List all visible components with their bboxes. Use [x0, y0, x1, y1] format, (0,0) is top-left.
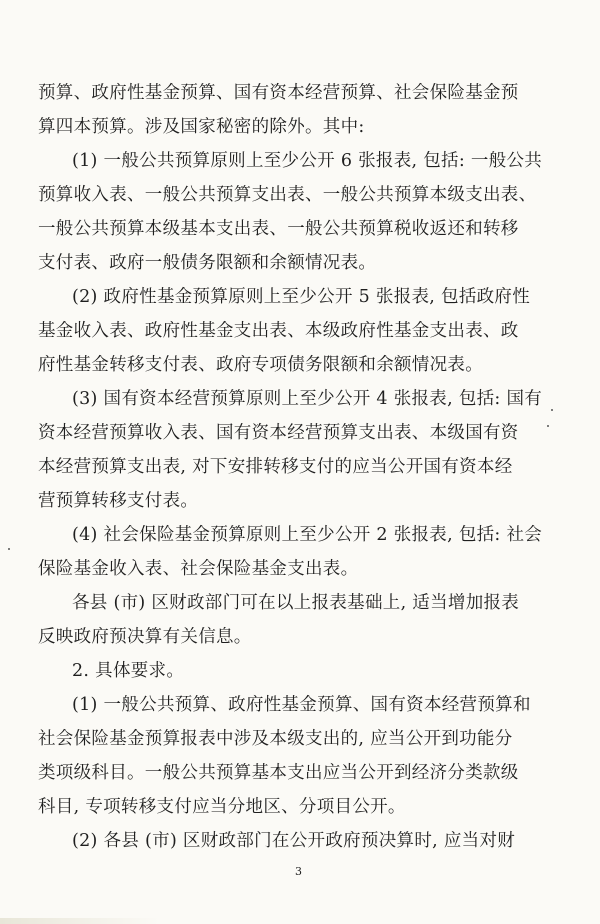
text-line: 算四本预算。涉及国家秘密的除外。其中: — [38, 117, 365, 137]
scan-speck — [547, 425, 549, 427]
scan-edge — [0, 918, 160, 924]
text-line: (1) 一般公共预算原则上至少公开 6 张报表, 包括: 一般公共 — [72, 151, 543, 171]
scan-speck — [551, 409, 553, 411]
text-line: 支付表、政府一般债务限额和余额情况表。 — [38, 253, 377, 273]
text-line: 反映政府预决算有关信息。 — [38, 627, 252, 647]
text-line: 府性基金转移支付表、政府专项债务限额和余额情况表。 — [38, 355, 483, 375]
text-line: (2) 政府性基金预算原则上至少公开 5 张报表, 包括政府性 — [72, 287, 531, 307]
text-line: (2) 各县 (市) 区财政部门在公开政府预决算时, 应当对财 — [72, 831, 516, 851]
text-line: 营预算转移支付表。 — [38, 491, 199, 511]
text-line: 预算、政府性基金预算、国有资本经营预算、社会保险基金预 — [38, 83, 519, 103]
text-line: (1) 一般公共预算、政府性基金预算、国有资本经营预算和 — [72, 695, 531, 715]
text-line: 一般公共预算本级基本支出表、一般公共预算税收返还和转移 — [38, 219, 519, 239]
text-line: 科目, 专项转移支付应当分地区、分项目公开。 — [38, 797, 406, 817]
text-line: 基金收入表、政府性基金支出表、本级政府性基金支出表、政 — [38, 321, 519, 341]
text-line: 资本经营预算收入表、国有资本经营预算支出表、本级国有资 — [38, 423, 519, 443]
page-number: 3 — [295, 865, 302, 878]
text-line: 各县 (市) 区财政部门可在以上报表基础上, 适当增加报表 — [72, 593, 520, 613]
text-line: 2. 具体要求。 — [72, 661, 185, 681]
text-line: 预算收入表、一般公共预算支出表、一般公共预算本级支出表、 — [38, 185, 537, 205]
text-line: (4) 社会保险基金预算原则上至少公开 2 张报表, 包括: 社会 — [72, 525, 543, 545]
text-line: 保险基金收入表、社会保险基金支出表。 — [38, 559, 359, 579]
text-line: (3) 国有资本经营预算原则上至少公开 4 张报表, 包括: 国有 — [72, 389, 543, 409]
text-line: 本经营预算支出表, 对下安排转移支付的应当公开国有资本经 — [38, 457, 513, 477]
text-line: 社会保险基金预算报表中涉及本级支出的, 应当公开到功能分 — [38, 729, 513, 749]
scan-speck — [8, 548, 10, 550]
text-line: 类项级科目。一般公共预算基本支出应当公开到经济分类款级 — [38, 763, 519, 783]
